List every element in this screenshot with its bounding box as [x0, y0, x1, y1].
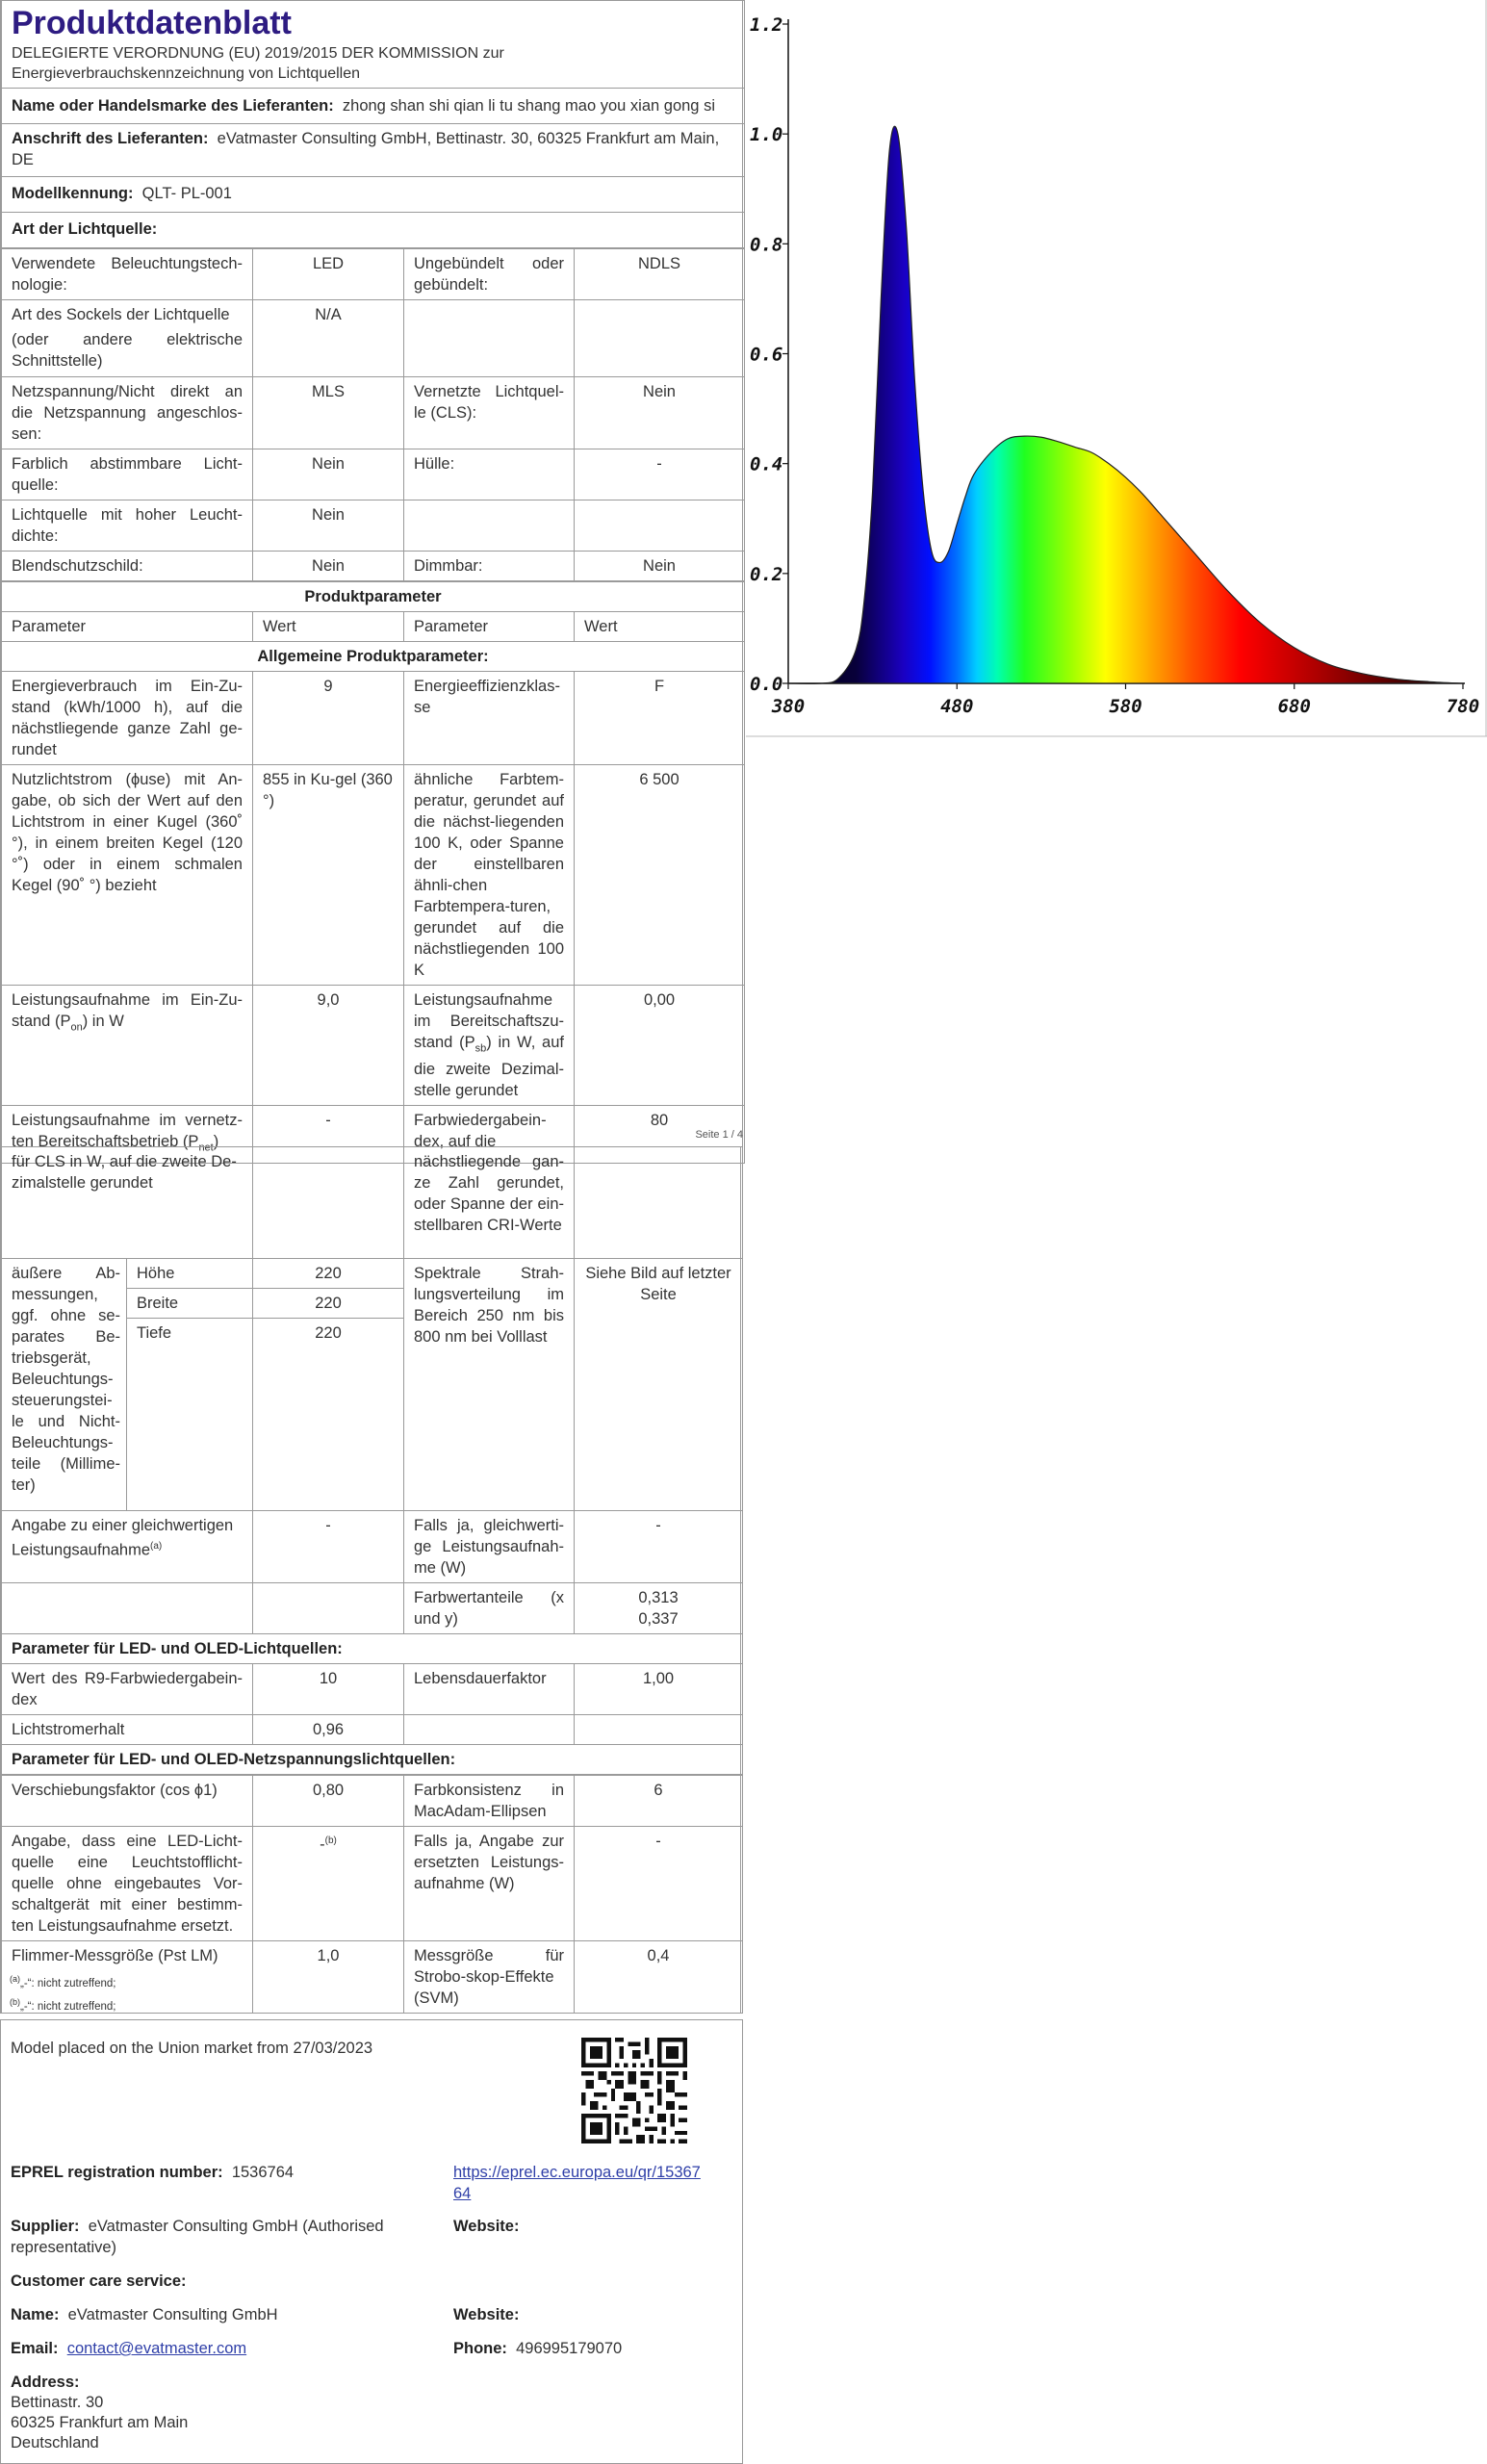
cri-value: 80	[575, 1106, 745, 1163]
supplier-name-label: Name oder Handelsmarke des Lieferanten:	[12, 97, 334, 115]
col-header-param-1: Parameter	[2, 612, 253, 642]
supplier-address-label: Anschrift des Lieferanten:	[12, 130, 209, 147]
depth-value: 220	[253, 1319, 404, 1511]
chart-plot-area	[788, 126, 1463, 683]
spd-value: Siehe Bild auf letzter Seite	[575, 1259, 743, 1511]
footnote-b-text: „-“: nicht zutreffend;	[20, 2000, 116, 2013]
height-label: Höhe	[127, 1259, 253, 1289]
depth-label: Tiefe	[127, 1319, 253, 1511]
x-tick-label: 580	[1109, 696, 1142, 717]
dimensions-label: äußere Ab-messungen, ggf. ohne se-parates Be-triebsgerät, Beleuchtungs-steuerungstei-le und Nicht-Beleuchtungs-teile (Millime-ter)	[2, 1259, 127, 1511]
equivalent-power-watt-value: -	[575, 1511, 743, 1583]
care-phone	[453, 2338, 622, 2359]
displacement-factor-value: 0,80	[253, 1775, 404, 1827]
mains-value: MLS	[253, 377, 404, 449]
care-name	[11, 2304, 278, 2325]
spectral-distribution-chart	[746, 0, 1487, 741]
eprel-link-container	[453, 2162, 705, 2204]
y-tick-label: 0.8	[750, 234, 783, 256]
care-phone-label: Phone:	[453, 2340, 507, 2357]
chromaticity-x: 0,313	[638, 1589, 679, 1606]
y-tick-label: 0.0	[750, 674, 783, 695]
colour-consistency-label: Farbkonsistenz in MacAdam-Ellipsen	[404, 1775, 575, 1827]
r9-label: Wert des R9-Farbwiedergabein-dex	[2, 1664, 253, 1715]
tech-value: LED	[253, 249, 404, 300]
footnote-mark: (a)	[150, 1541, 163, 1552]
general-params-section: Allgemeine Produktparameter:	[2, 642, 745, 672]
page-number: Seite 1 / 4	[695, 1129, 743, 1141]
footnote-a	[10, 1974, 116, 1989]
equivalent-power-value: -	[253, 1511, 404, 1583]
high-luminance-label: Lichtquelle mit hoher Leucht-dichte:	[2, 500, 253, 552]
mains-label: Netzspannung/Nicht direkt an die Netzspannung angeschlos-sen:	[2, 377, 253, 449]
cct-value: 6 500	[575, 765, 745, 986]
y-tick-label: 1.0	[750, 124, 783, 146]
empty-cell	[2, 1583, 253, 1634]
energy-consumption-value: 9	[253, 672, 404, 765]
footnote-a-mark: (a)	[10, 1974, 20, 1984]
networked-standby-label-cont: für CLS in W, auf die zweite De-zimalstelle gerundet	[2, 1147, 253, 1259]
cap-label-line-1: Art des Sockels der Lichtquelle	[12, 306, 230, 323]
care-name-value: eVatmaster Consulting GmbH	[67, 2306, 278, 2323]
product-params-table-2	[1, 1146, 743, 2014]
replaced-power-label: Falls ja, Angabe zur ersetzten Leistungs-aufnahme (W)	[404, 1827, 575, 1941]
on-mode-power-value: 9,0	[253, 986, 404, 1106]
chromaticity-label: Farbwertanteile (x und y)	[404, 1583, 575, 1634]
care-email-link[interactable]: contact@evatmaster.com	[66, 2340, 247, 2357]
cap-label-line-2: (oder andere elektrische Schnittstelle)	[12, 331, 243, 370]
empty-cell	[575, 1715, 743, 1745]
cri-label-part-1: Farbwiedergabein-dex, auf die	[404, 1106, 575, 1163]
y-tick-label: 0.6	[750, 344, 783, 366]
care-address-line-3: Deutschland	[11, 2434, 99, 2451]
empty-cell	[404, 500, 575, 552]
qr-code	[581, 2038, 687, 2143]
colour-tunable-label: Farblich abstimmbare Licht-quelle:	[2, 449, 253, 500]
footnote-b-mark: (b)	[10, 1997, 20, 2007]
chromaticity-y: 0,337	[638, 1610, 679, 1628]
light-source-section: Art der Lichtquelle:	[2, 213, 745, 248]
mains-led-params-section: Parameter für LED- und OLED-Netzspannungslichtquellen:	[2, 1745, 743, 1776]
empty-cell	[253, 1583, 404, 1634]
energy-class-value: F	[575, 672, 745, 765]
care-address-label: Address:	[11, 2374, 80, 2391]
envelope-label: Hülle:	[404, 449, 575, 500]
y-tick-label: 0.4	[750, 453, 783, 475]
supplier-address-value: eVatmaster Consulting GmbH, Bettinastr. 30, 60325 Frankfurt am Main, DE	[12, 130, 720, 168]
y-tick-label: 1.2	[750, 14, 783, 36]
care-address	[11, 2373, 188, 2453]
equivalent-power-label	[2, 1511, 253, 1583]
empty-cell	[404, 300, 575, 377]
luminous-flux-label: Nutzlichtstrom (ϕuse) mit An-gabe, ob sich der Wert auf den Lichtstrom in einer Kugel (360˚ °), in einem breiten Kegel (120 °˚) oder in einem schmalen Kegel (90˚ °) bezieht	[2, 765, 253, 986]
empty-cell	[575, 500, 745, 552]
subscript: net	[198, 1142, 214, 1154]
survival-factor-value: 1,00	[575, 1664, 743, 1715]
on-mode-power-label	[2, 986, 253, 1106]
on-mode-power-label-unit: ) in W	[82, 1013, 124, 1030]
flicker-value: 1,0	[253, 1941, 404, 2014]
standby-power-value: 0,00	[575, 986, 745, 1106]
col-header-param-2: Parameter	[404, 612, 575, 642]
care-email	[11, 2338, 246, 2359]
standby-power-label-text: Leistungsaufnahme im Bereitschaftszu-stand (P	[414, 991, 564, 1051]
glare-shield-value: Nein	[253, 552, 404, 582]
product-params-section: Produktparameter	[2, 581, 745, 612]
spectrum-svg	[746, 0, 1487, 741]
colour-tunable-value: Nein	[253, 449, 404, 500]
spectrum-area	[788, 126, 1463, 683]
r9-value: 10	[253, 1664, 404, 1715]
y-tick-label: 0.2	[750, 563, 783, 585]
cap-value: N/A	[253, 300, 404, 377]
networked-standby-value: -	[253, 1106, 404, 1163]
footnote-b	[10, 1997, 116, 2013]
on-mode-power-label-text: Leistungsaufnahme im Ein-Zu-stand (P	[12, 991, 243, 1030]
subscript: sb	[474, 1042, 487, 1055]
care-name-label: Name:	[11, 2306, 60, 2323]
col-header-value-2: Wert	[575, 612, 745, 642]
page-title: Produktdatenblatt	[12, 5, 292, 41]
replaced-power-value: -	[575, 1827, 743, 1941]
care-email-label: Email:	[11, 2340, 59, 2357]
lumen-maintenance-value: 0,96	[253, 1715, 404, 1745]
replacement-claim-dash: -	[320, 1835, 325, 1854]
equivalent-power-watt-label: Falls ja, gleichwerti-ge Leistungsaufnah-me (W)	[404, 1511, 575, 1583]
envelope-value: -	[575, 449, 745, 500]
spd-label: Spektrale Strah-lungsverteilung im Bereich 250 nm bis 800 nm bei Volllast	[404, 1259, 575, 1511]
cls-value: Nein	[575, 377, 745, 449]
stroboscopic-label: Messgröße für Strobo-skop-Effekte (SVM)	[404, 1941, 575, 2014]
survival-factor-label: Lebensdauerfaktor	[404, 1664, 575, 1715]
cct-label: ähnliche Farbtem-peratur, gerundet auf die nächst-liegenden 100 K, oder Spanne der einstellbaren ähnli-chen Farbtempera-turen, gerundet auf die nächstliegenden 100 K	[404, 765, 575, 986]
model-label: Modellkennung:	[12, 185, 134, 202]
led-params-section: Parameter für LED- und OLED-Lichtquellen:	[2, 1634, 743, 1664]
glare-shield-label: Blendschutzschild:	[2, 552, 253, 582]
supplier-label: Supplier:	[11, 2218, 80, 2235]
chromaticity-value	[575, 1583, 743, 1634]
cap-label	[2, 300, 253, 377]
replacement-claim-value	[253, 1827, 404, 1941]
eprel-qr-link[interactable]: https://eprel.ec.europa.eu/qr/1536764	[453, 2164, 701, 2202]
colour-consistency-value: 6	[575, 1775, 743, 1827]
equivalent-power-label-text: Angabe zu einer gleichwertigen Leistungsaufnahme	[12, 1517, 234, 1559]
care-address-line-2: 60325 Frankfurt am Main	[11, 2414, 189, 2431]
x-tick-label: 480	[940, 696, 974, 717]
footnote-a-text: „-“: nicht zutreffend;	[20, 1977, 116, 1989]
x-tick-label: 780	[1446, 696, 1480, 717]
col-header-value-1: Wert	[253, 612, 404, 642]
energy-class-label: Energieeffizienzklas-se	[404, 672, 575, 765]
light-source-table	[1, 248, 745, 1164]
eprel-info-box	[0, 2019, 743, 2464]
x-tick-label: 380	[771, 696, 806, 717]
datasheet-page-1	[0, 0, 743, 1164]
empty-cell	[575, 300, 745, 377]
care-website-label: Website:	[453, 2306, 520, 2323]
energy-consumption-label: Energieverbrauch im Ein-Zu-stand (kWh/1000 h), auf die nächstliegende ganze Zahl ge-rundet	[2, 672, 253, 765]
luminous-flux-value: 855 in Ku-gel (360 °)	[253, 765, 404, 986]
eprel-registration-label: EPREL registration number:	[11, 2164, 223, 2181]
width-label: Breite	[127, 1289, 253, 1319]
displacement-factor-label: Verschiebungsfaktor (cos ϕ1)	[2, 1775, 253, 1827]
networked-standby-label-text: Leistungsaufnahme im vernetz-ten Bereitschaftsbetrieb (P	[12, 1112, 243, 1151]
bundled-label: Ungebündelt oder gebündelt:	[404, 249, 575, 300]
x-tick-label: 680	[1277, 696, 1311, 717]
regulation-text: DELEGIERTE VERORDNUNG (EU) 2019/2015 DER KOMMISSION zur Energieverbrauchskennzeichnung von Lichtquellen	[12, 45, 504, 82]
supplier-value: eVatmaster Consulting GmbH (Authorised representative)	[11, 2218, 384, 2256]
cri-label-part-2: nächstliegende gan-ze Zahl gerundet, oder Spanne der ein-stellbaren CRI-Werte	[404, 1147, 575, 1259]
supplier-info	[11, 2216, 444, 2258]
networked-standby-label-end: )	[213, 1133, 219, 1151]
datasheet-page-2	[0, 1146, 741, 2014]
flicker-label: Flimmer-Messgröße (Pst LM)	[2, 1941, 253, 2014]
empty-cell	[404, 1715, 575, 1745]
stroboscopic-value: 0,4	[575, 1941, 743, 2014]
empty-cell	[253, 1147, 404, 1259]
dimmable-value: Nein	[575, 552, 745, 582]
tech-label: Verwendete Beleuchtungstech-nologie:	[2, 249, 253, 300]
high-luminance-value: Nein	[253, 500, 404, 552]
model-value: QLT- PL-001	[141, 185, 232, 202]
eprel-registration-value: 1536764	[231, 2164, 295, 2181]
lumen-maintenance-label: Lichtstromerhalt	[2, 1715, 253, 1745]
bundled-value: NDLS	[575, 249, 745, 300]
market-placement-text: Model placed on the Union market from 27/03/2023	[11, 2040, 373, 2057]
eprel-registration	[11, 2162, 294, 2183]
care-address-line-1: Bettinastr. 30	[11, 2394, 104, 2411]
standby-power-label-rest: ) in W, auf die zweite Dezimal-stelle gerundet	[414, 1034, 564, 1100]
height-value: 220	[253, 1259, 404, 1289]
customer-care-label: Customer care service:	[11, 2272, 187, 2290]
replacement-claim-label: Angabe, dass eine LED-Licht-quelle eine Leuchtstofflicht-quelle ohne eingebautes Vor-schaltgerät mit einer bestimm-ten Leistungsaufnahme ersetzt.	[2, 1827, 253, 1941]
supplier-name-value: zhong shan shi qian li tu shang mao you xian gong si	[342, 97, 715, 115]
care-phone-value: 496995179070	[516, 2340, 623, 2357]
empty-cell	[575, 1147, 743, 1259]
dimmable-label: Dimmbar:	[404, 552, 575, 582]
website-label: Website:	[453, 2218, 520, 2235]
standby-power-label	[404, 986, 575, 1106]
subscript: on	[70, 1021, 83, 1034]
footnote-mark: (b)	[324, 1835, 337, 1846]
cls-label: Vernetzte Lichtquel-le (CLS):	[404, 377, 575, 449]
width-value: 220	[253, 1289, 404, 1319]
datasheet-table-1	[1, 0, 745, 248]
